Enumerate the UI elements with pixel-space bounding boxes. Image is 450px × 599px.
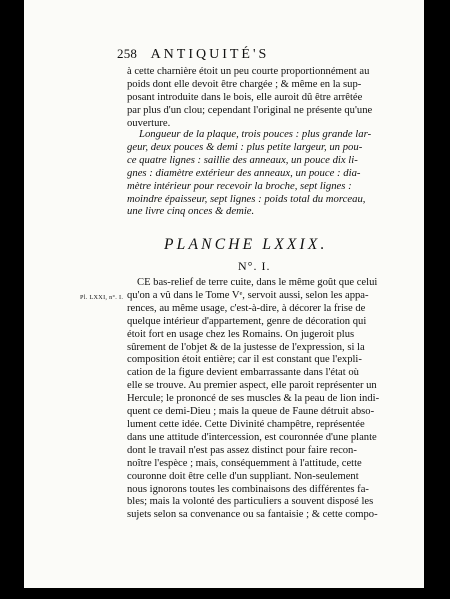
text-line: posant introduite dans le bois, elle auroit dû être arrêtée [127, 91, 363, 103]
text-line: nous ignorons toutes les combinaisons des différentes fa- [127, 483, 369, 495]
text-line: geur, deux pouces & demi : plus petite largeur, un pou- [127, 140, 363, 153]
text-line: poids dont elle devoit être chargée ; & même en la sup- [127, 78, 362, 90]
text-line: lument cette idée. Cette Divinité champêtre, représentée [127, 418, 365, 430]
text-line: moindre épaisseur, sept lignes : poids total du morceau, [127, 192, 366, 205]
text-line: Longueur de la plaque, trois pouces : plus grande lar- [139, 128, 372, 140]
text-line: une livre cinq onces & demie. [127, 205, 255, 218]
text-line: couronne doit être celle d'un suppliant. Non-seulement [127, 470, 359, 482]
text-line: dans une attitude d'intercession, est couronnée d'une plante [127, 431, 377, 443]
text-line: CE bas-relief de terre cuite, dans le même goût que celui [137, 277, 378, 288]
text-line: mètre intérieur pour recevoir la broche, sept lignes : [127, 179, 352, 192]
text-line: qu'on a vû dans le Tome Vᵉ, servoit aussi, selon les appa- [127, 289, 369, 301]
main-paragraph [127, 277, 379, 522]
text-line: elle se trouve. Au premier aspect, elle paroit représenter un [127, 380, 377, 392]
text-line: par plus d'un clou; cependant l'original ne présente qu'une [127, 104, 373, 116]
text-line: cation de la figure devient embarrassante dans l'état où [127, 367, 359, 379]
paragraph-continued [127, 66, 372, 131]
page-number: 258 [117, 46, 138, 61]
text-line: bles; mais la volonté des particuliers a souvent disposé les [127, 496, 374, 508]
book-page [24, 0, 424, 588]
running-header [117, 46, 269, 63]
text-line: ouverture. [127, 117, 171, 129]
text-line: dont le travail n'est pas assez distinct pour faire recon- [127, 444, 357, 456]
text-line: quent ce demi-Dieu ; mais la queue de Faune détruit abso- [127, 406, 375, 418]
text-line: gnes : diamètre extérieur des anneaux, un pouce : dia- [127, 166, 361, 179]
text-line: à cette charnière étoit un peu courte proportionnément au [127, 66, 370, 77]
running-title: ANTIQUITÉ'S [150, 47, 270, 62]
measurements-paragraph [127, 128, 371, 218]
text-line: ce quatre lignes : saillie des anneaux, un pouce dix li- [127, 153, 358, 166]
text-line: étoit fort en usage chez les Romains. On jugeroit plus [127, 328, 355, 340]
text-line: noître l'espèce ; mais, conséquemment à l'attitude, cette [127, 457, 362, 469]
text-line: sujets selon sa convenance ou sa fantaisie ; & cette compo- [127, 509, 378, 521]
text-line: sûrement de l'objet & de la justesse de l'expression, si la [127, 341, 365, 353]
text-line: rences, au même usage, c'est-à-dire, à décorer la frise de [127, 302, 366, 314]
text-line: composition étoit entière; car il est constant que l'expli- [127, 354, 362, 366]
text-line: Hercule; le prononcé de ses muscles & la peau de lion indi- [127, 393, 380, 405]
text-line: quelque intérieur d'appartement, genre de décoration qui [127, 315, 367, 327]
plate-number-heading: N°. I. [238, 259, 271, 273]
plate-heading: PLANCHE LXXIX. [164, 236, 328, 253]
margin-note: Pl. LXXI, n°. I. [80, 294, 124, 301]
